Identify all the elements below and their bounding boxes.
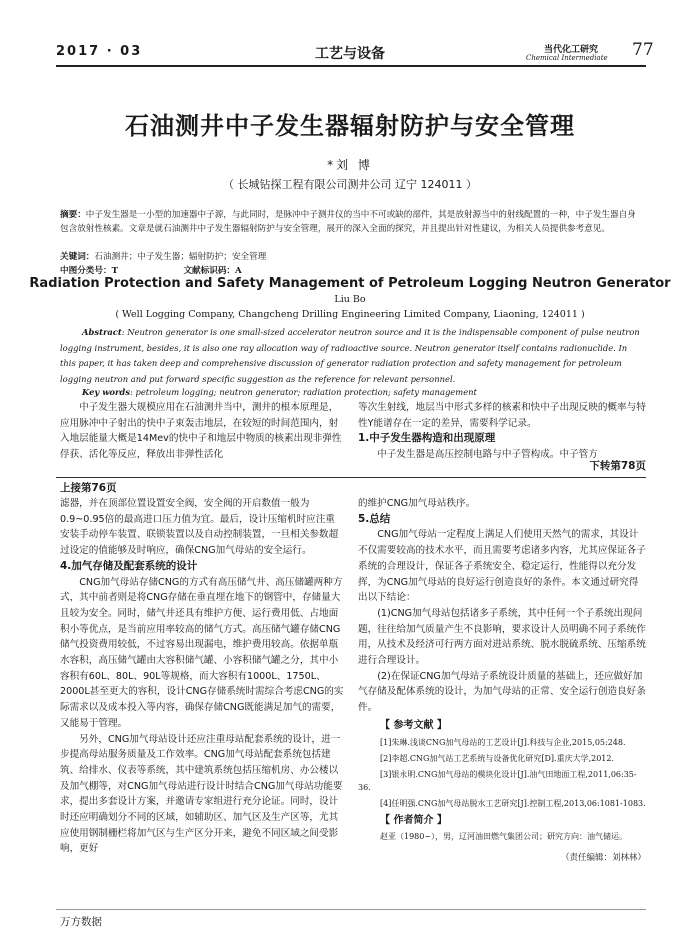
abstract-cn [60, 208, 644, 236]
english-affiliation: ( Well Logging Company, Changcheng Drilling Engineering Limited Company, Liaoning, 124011 ) [115, 309, 585, 320]
section-title: 工艺与设备 [315, 46, 385, 62]
reference-item: [1]朱琳.浅谈CNG加气母站的工艺设计[J].科技与企业,2015,05:248. [380, 737, 626, 747]
body-column-left-top [60, 400, 344, 463]
paragraph: CNG加气母站存储CNG的方式有高压储气井、高压储罐两种方式，其中前者则是将CNG存储在垂直埋在地下的钢管中，存储量大且较为安全。同时，储气井还具有维护方便、运行费用低、占地面积小等优点，是当前应用率较高的储气方式。高压储气罐存储CNG储气投资费用较低，不过容易出现漏电，维护费用较高。依据单瓶水容积，高压储气罐由大容积储气罐、小容积储气罐之分，其中小容积有60L、80L、90L等规格，而大容积有1000L、1750L、2000L甚至更大的容积，设计CNG存储系统时需综合考虑CNG的实际需求以及成本投入等内容，确保存储CNG既能满足加气的需要，又能易于管理。 [60, 576, 344, 729]
class-label: 中图分类号： [60, 266, 112, 276]
paragraph: CNG加气母站一定程度上满足人们使用天然气的需求，其设计不仅需要较高的技术水平，而且需要考虑诸多内容，尤其应保证各子系统的合理设计，保证各子系统安全、稳定运行，性能得以充分发挥，为CNG加气母站的良好运行创造良好的条件。本文通过研究得出以下结论： [358, 529, 646, 604]
issue-number: 2017 · 03 [56, 44, 143, 59]
english-abstract [60, 325, 644, 387]
body-column-right-top [358, 400, 646, 463]
header-divider [56, 65, 646, 67]
paragraph: (1)CNG加气母站包括诸多子系统，其中任何一个子系统出现问题，往往给加气质量产生不良影响，要求设计人员明确不同子系统作用，从技术及经济可行两方面对进站系统、脱水脱硫系统、压缩系统进行合理设计。 [358, 607, 646, 667]
english-keywords [82, 387, 642, 397]
doc-code-value: A [235, 266, 242, 276]
continued-to-note: 下转第78页 [589, 460, 646, 472]
paragraph: 的维护CNG加气母站秩序。 [358, 498, 476, 509]
keywords-label: 关键词： [60, 252, 95, 262]
body-column-left [60, 496, 344, 857]
continued-from-note: 上接第76页 [60, 482, 117, 494]
section-divider [56, 477, 646, 478]
journal-name-en: Chemical Intermediate [526, 54, 608, 62]
reference-item: [3]银永明.CNG加气母站的模块化设计[J].油气田地面工程,2011,06:35-36. [358, 769, 637, 792]
journal-name-cn: 当代化工研究 [544, 45, 599, 55]
paragraph: 滤器，并在顶部位置设置安全阀，安全阀的开启数值一般为0.9~0.95倍的最高进口压力值为宜。最后，设计压缩机时应注重安装手动停车装置、联锁装置以及自动控制装置，一旦相关参数超过设定的值能够及时响应，确保CNG加气母站的安全运行。 [60, 498, 339, 557]
references-heading: 【 参考文献 】 [380, 719, 447, 731]
footer-divider [56, 909, 646, 910]
english-title: Radiation Protection and Safety Management of Petroleum Logging Neutron Generator [29, 276, 671, 291]
class-value: T [111, 266, 118, 276]
doc-code-label: 文献标识码： [183, 266, 236, 276]
page-number: 77 [632, 40, 654, 60]
paragraph: 中子发生器大规模应用在石油测井当中，测井的根本原理是，应用脉冲中子射出的快中子束轰击地层，在较短的时间范围内，射入地层能量大概是14Mev的快中子和地层中物质的核素出现非弹性俘获、活化等反应，释放出非弹性活化 [60, 402, 342, 461]
english-abstract-label: Abstract [82, 327, 122, 337]
reference-item: [2]李超.CNG加气站工艺系统与设备优化研究[D].重庆大学,2012. [380, 753, 615, 763]
paragraph: 等次生射线，地层当中形式多样的核素和快中子出现反映的概率与特性Y能谱存在一定的差异，需要科学记录。 [358, 402, 646, 429]
section-heading: 4.加气存储及配套系统的设计 [60, 559, 198, 572]
paragraph: 另外，CNG加气母站设计还应注重母站配套系统的设计，进一步提高母站服务质量及工作效率。CNG加气母站配套系统包括建筑、给排水、仪表等系统，其中建筑系统包括压缩机房、办公楼以及加气棚等，对CNG加气母站进行设计时结合CNG加气母站功能要求，提出多套设计方案，并邀请专家组进行充分论证。同时，设计时还应明确划分不同的区域，如辅助区、加气区及生产区等，尤其应使用钢制栅栏将加气区与生产区分开来，避免不同区域之间受影响，更好 [60, 733, 343, 855]
body-column-right [358, 496, 646, 867]
author-bio-heading: 【 作者简介 】 [380, 814, 447, 826]
abstract-label: 摘要： [60, 210, 86, 220]
english-keywords-label: Key words [82, 387, 130, 397]
article-title: 石油测井中子发生器辐射防护与安全管理 [125, 112, 575, 140]
author-name: *刘 博 [327, 158, 373, 172]
english-author: Liu Bo [334, 294, 366, 305]
section-heading: 1.中子发生器构造和出现原理 [358, 432, 496, 445]
editor-note: （责任编辑：刘林林） [560, 853, 646, 864]
paragraph: (2)在保证CNG加气母站子系统设计质量的基础上，还应做好加气存储及配体系统的设计，为加气母站的正常、安全运行创造良好条件。 [358, 670, 646, 714]
author-bio: 赵亚（1980~），男，辽河油田燃气集团公司；研究方向：油气储运。 [380, 832, 628, 842]
keywords-text: 石油测井；中子发生器；辐射防护；安全管理 [94, 252, 267, 262]
author-affiliation: （ 长城钻探工程有限公司测井公司 辽宁 124011 ） [223, 178, 477, 191]
paragraph: 中子发生器是高压控制电路与中子管构成。中子管方 [377, 449, 598, 461]
reference-item: [4]任明强.CNG加气母站脱水工艺研究[J].控制工程,2013,06:1081-1083. [380, 798, 646, 808]
keywords-cn [60, 250, 644, 264]
section-heading: 5.总结 [358, 512, 391, 525]
abstract-text: 中子发生器是一小型的加速器中子源，与此同时，是脉冲中子测井仪的当中不可或缺的部件，其是放射源当中的射线配置的一种，中子发生器自身包含放射性核素。文章是就石油测井中子发生器辐射防护与安全管理，展开的深入全面的探究，并且提出针对性建议，为相关人员提供参考意见。 [60, 210, 636, 234]
english-abstract-text: : Neutron generator is one small-sized accelerator neutron source and it is the indispensable component of pulse neutron logging instrument, besides, it is also one ray allocation way of radioactive source. Neutron generator itself contains radionuclide. In this paper, it has taken deep and comprehensive discussion of generator radiation protection and safety management for petroleum logging neutron and put forward specific suggestion as the reference for relevant personnel. [60, 327, 640, 384]
footer-source: 万方数据 [60, 916, 102, 928]
english-keywords-text: : petroleum logging; neutron generator; radiation protection; safety management [129, 387, 477, 397]
